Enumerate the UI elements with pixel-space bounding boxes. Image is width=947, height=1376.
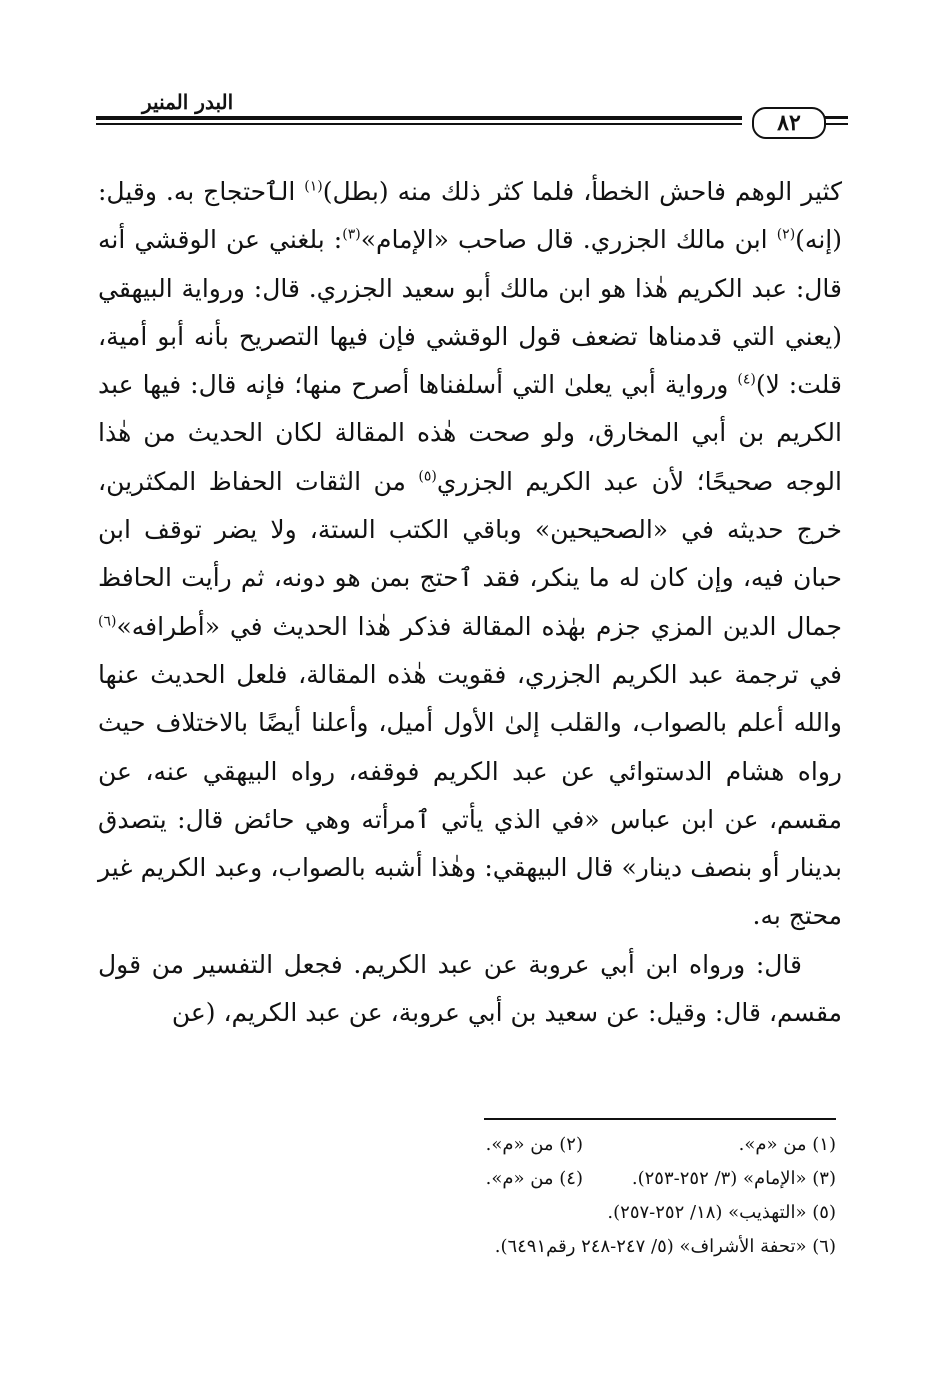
- text-run: من الثقات الحفاظ المكثرين، خرج حديثه في «الصحيحين» وباقي الكتب الستة، ولا يضر توقف ابن حبان فيه، وإن كان له ما ينكر، فقد ٱحتج بمن هو دونه، ثم رأيت الحافظ جمال الدين المزي جزم بهٰذه المقالة فذكر هٰذا الحديث في «أطرافه»: [98, 466, 842, 641]
- footnote-4: (٤) من «م».: [485, 1168, 583, 1189]
- footnote-3: (٣) «الإمام» (٣/ ٢٥٢-٢٥٣).: [631, 1168, 836, 1189]
- footnote-separator: [484, 1118, 836, 1120]
- text-run: ابن مالك الجزري. قال صاحب «الإمام»: [360, 225, 777, 255]
- text-run: : بلغني عن الوقشي أنه قال: عبد الكريم هٰذا هو ابن مالك أبو سعيد الجزري. قال: ورواية البيهقي (يعني التي قدمناها تضعف قول الوقشي فإن فيها التصريح بأنه أبو أمية، قلت: لا): [98, 225, 843, 400]
- footnote-ref-6: (٦): [98, 613, 117, 630]
- header-rule-tail: [824, 116, 848, 119]
- footnote-row: [330, 1162, 836, 1196]
- header-rule-thin: [96, 123, 742, 125]
- text-run: ورواية أبي يعلىٰ التي أسلفناها أصرح منها؛ فإنه قال: فيها عبد الكريم بن أبي المخارق، ولو صحت هٰذه المقالة لكان الحديث من هٰذا الوجه صحيحًا؛ لأن عبد الكريم الجزري: [98, 370, 842, 496]
- header-rule-thick: [96, 116, 742, 120]
- paragraph-2: قال: ورواه ابن أبي عروبة عن عبد الكريم. فجعل التفسير من قول مقسم، قال: وقيل: عن سعيد بن أبي عروبة، عن عبد الكريم، (عن: [98, 949, 842, 1028]
- footnote-2: (٢) من «م».: [485, 1134, 583, 1155]
- main-text: [98, 168, 842, 1037]
- footnote-ref-5: (٥): [418, 468, 437, 485]
- text-run: الٱحتجاج به. وقيل: (إنه): [98, 177, 842, 255]
- text-run: كثير الوهم فاحش الخطأ، فلما كثر ذلك منه (بطل): [322, 177, 842, 206]
- footnotes: [330, 1128, 836, 1264]
- header-rule-tail-thin: [824, 123, 848, 125]
- footnote-ref-4: (٤): [737, 371, 756, 388]
- page-number: ٨٢: [752, 107, 826, 139]
- running-title: البدر المنير: [142, 90, 234, 114]
- footnote-ref-3: (٣): [342, 226, 361, 243]
- paragraph-1: [98, 168, 842, 941]
- footnote-ref-1: (١): [304, 178, 323, 195]
- footnote-1: (١) من «م».: [738, 1134, 836, 1155]
- footnote-row: [330, 1128, 836, 1162]
- text-run: في ترجمة عبد الكريم الجزري، فقويت هٰذه المقالة، فلعل الحديث عنها والله أعلم بالصواب، والقلب إلىٰ الأول أميل، وأعلنا أيضًا بالاختلاف حيث رواه هشام الدستوائي عن عبد الكريم فوقفه، رواه البيهقي عنه، عن مقسم، عن ابن عباس «في الذي يأتي ٱمرأته وهي حائض قال: يتصدق بدينار أو بنصف دينار» قال البيهقي: وهٰذا أشبه بالصواب، وعبد الكريم غير محتج به.: [98, 659, 842, 931]
- footnote-ref-2: (٢): [776, 226, 796, 243]
- page-header: [96, 90, 848, 140]
- footnote-6: (٦) «تحفة الأشراف» (٥/ ٢٤٧-٢٤٨ رقم٦٤٩١).: [494, 1236, 836, 1257]
- footnote-5: (٥) «التهذيب» (١٨/ ٢٥٢-٢٥٧).: [607, 1202, 836, 1223]
